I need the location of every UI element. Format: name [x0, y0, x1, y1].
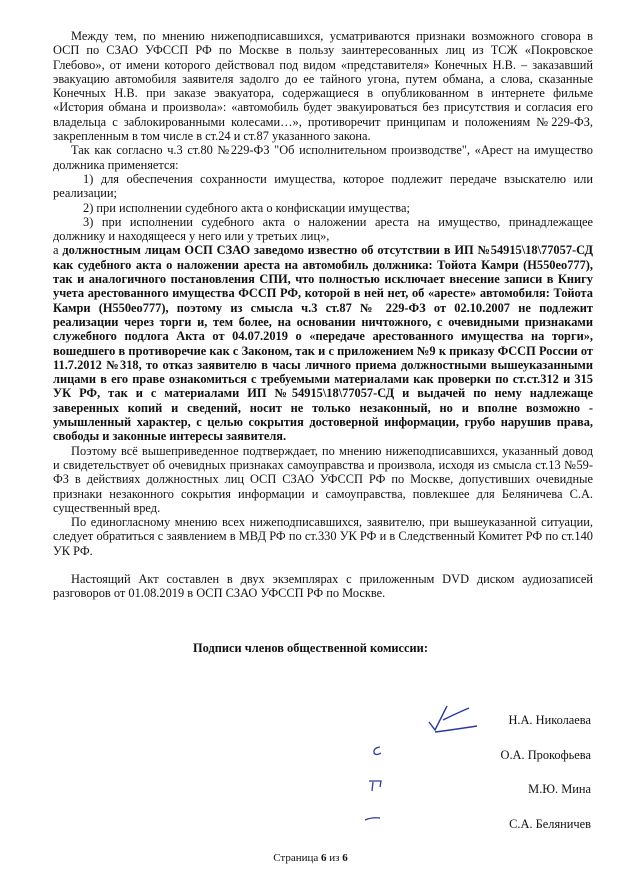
signature-mark-prokofieva — [368, 744, 388, 758]
signature-mark-mina — [365, 778, 387, 794]
signer-name: С.А. Беляничев — [509, 817, 591, 831]
paragraph-officials — [53, 243, 593, 443]
paragraph-opinion: По единогласному мнению всех нижеподписавшихся, заявителю, при вышеуказанной ситуации, следует обратиться с заявлением в МВД РФ по ст.330 УК РФ и в Следственный Комитет РФ по ст.140 УК РФ. — [53, 515, 593, 558]
list-item-2: 2) при исполнении судебного акта о конфискации имущества; — [83, 200, 410, 215]
signer-name: Н.А. Николаева — [508, 713, 591, 727]
page-number-middle: из — [326, 852, 343, 864]
page-number-current: 6 — [321, 852, 327, 864]
paragraph-arrest-law: Так как согласно ч.3 ст.80 №229-ФЗ "Об исполнительном производстве", «Арест на имущество должника применяется: — [53, 143, 593, 172]
paragraph-officials-prefix: а — [53, 243, 63, 258]
list-item-3: 3) при исполнении судебного акта о наложении ареста на имущество, принадлежащее должнику и находящееся у него или у третьих лиц», — [53, 214, 593, 244]
page-number-total: 6 — [342, 852, 348, 864]
paragraph-officials-bold: должностным лицам ОСП СЗАО заведомо известно об отсутствии в ИП №54915\18\77057-СД как судебного акта о наложении ареста на автомобиль должника: Тойота Камри (Н550ео777), так и аналогичного постановления СПИ, что полностью исключает внесение записи в Книгу учета арестованного имущества ФССП РФ, которой в ней нет, об «аресте» автомобиля: Тойота Камри (Н550ео777), поэтому из смысла ч.3 ст.87 № 229-ФЗ от 02.10.2007 не подлежит реализации через торги и, тем более, на основании ничтожного, с очевидными признаками служебного подлога Акта от 04.07.2019 о «передаче арестованного имущества на торги», вошедшего в противоречие как с Законом, так и с приложением №9 к приказу ФССП России от 11.7.2012 №318, то отказ заявителю в часы личного приема должностными вышеуказанными лицами в его праве ознакомиться с требуемыми материалами как проверки по ст.ст.312 и 315 УК РФ, так и с материалами ИП №54915\18\77057-СД и выдачей по нему надлежаще заверенных копий и сведений, носит не только незаконный, но и вполне возможно - умышленный характер, с целью сокрытия достоверной информации, грубо нарушив права, свободы и законные интересы заявителя. — [53, 243, 593, 444]
page-number — [0, 851, 621, 865]
paragraph-collusion: Между тем, по мнению нижеподписавшихся, усматриваются признаки возможного сговора в ОСП по СЗАО УФССП РФ по Москве в пользу заинтересованных лиц из ТСЖ «Покровское Глебово», от имени которого действовал под видом «представителя» Конечных Н.В. – заказавший эвакуацию автомобиля заявителя задолго до ее тайного угона, путем обмана, а слова, сказанные Конечных Н.В. при заказе эвакуатора, содержащиеся в опубликованном в интернете фильме «История обмана и произвола»: «автомобиль будет эвакуироваться без присутствия и согласия его владельца с заблокированными колесами…», противоречит принципам и положениям №229-ФЗ, закрепленным в том числе в ст.24 и ст.87 указанного закона. — [53, 29, 593, 144]
signer-name: О.А. Прокофьева — [500, 748, 591, 762]
signer-name: М.Ю. Мина — [528, 782, 591, 796]
signatures-heading: Подписи членов общественной комиссии: — [193, 641, 428, 655]
paragraph-therefore: Поэтому всё вышеприведенное подтверждает, по мнению нижеподписавшихся, указанный довод и свидетельствует об очевидных признаках самоуправства и произвола, исходя из смысла ст.13 №59-ФЗ в действиях должностных лиц ОСП СЗАО УФССП РФ по Москве, допустивших очевидные признаки незаконного сокрытия информации и самоуправства, повлекшее для Беляничева С.А. существенный вред. — [53, 443, 593, 515]
page-number-prefix: Страница — [273, 852, 322, 864]
signature-mark-nikolaeva — [425, 700, 485, 740]
list-item-1: 1) для обеспечения сохранности имущества, которое подлежит передаче взыскателю или реализации; — [53, 171, 593, 201]
signature-mark-belyanichev — [362, 814, 384, 824]
document-body — [53, 29, 593, 601]
paragraph-act: Настоящий Акт составлен в двух экземплярах с приложенным DVD диском аудиозаписей разговоров от 01.08.2019 в ОСП СЗАО УФССП РФ по Москве. — [53, 571, 593, 601]
